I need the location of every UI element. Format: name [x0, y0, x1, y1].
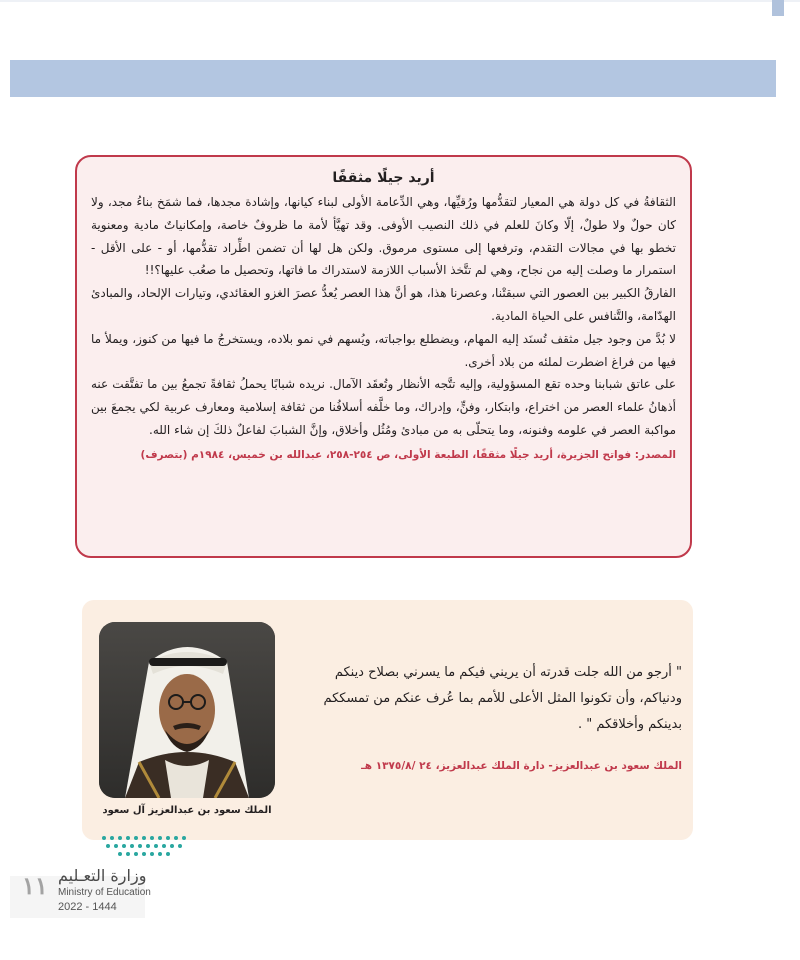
- article-paragraph-2: الفارقُ الكبير بين العصور التي سبقتْنا، وعصرنا هذا، هو أنَّ هذا العصر يُعدُّ عصرَ الغزو العقائدي، وتيارات الإلحاد، والمبادئ الهدّامة، والتَّنافس على الحياة المادية.: [91, 286, 676, 323]
- quote-source: الملك سعود بن عبدالعزيز- دارة الملك عبدالعزيز، ٢٤ /١٣٧٥/٨ هـ: [361, 760, 682, 772]
- edition-year: 2022 - 1444: [58, 901, 117, 913]
- portrait-caption: الملك سعود بن عبدالعزيز آل سعود: [102, 805, 272, 816]
- article-paragraph-4: على عاتق شبابنا وحده تقع المسؤولية، وإليه تتَّجه الأنظار وتُعقَد الآمال. نريده شبابًا يحملُ ثقافةً تجمعُ بين ما تفتَّقت عنه أذهانُ علماء العصر من اختراع، وابتكار، وفنٍّ، وإدراك، وما خلَّفه أسلافُنا من ثقافة إسلامية ومعارف عربية لكي يجمعَ بين مواكبة العصر في علومه وفنونه، وما يتحلّى به من مبادئ ومُثُل وأخلاق، وإنَّ الشبابَ لفاعلٌ ذلكَ إن شاء الله.: [91, 377, 676, 437]
- portrait-illustration: [99, 622, 275, 798]
- ministry-name-en: Ministry of Education: [58, 887, 151, 898]
- quote-card: [82, 600, 693, 840]
- ministry-name-ar: وزارة التعـليم: [58, 866, 147, 885]
- quote-text: " أرجو من الله جلت قدرته أن يريني فيكم ما يسرني بصلاح دينكم ودنياكم، وأن تكونوا المثل الأعلى للأمم بما عُرف عنكم من تمسككم بدينكم وأخلاقكم " .: [323, 665, 682, 732]
- page-edge-tab: [772, 0, 784, 16]
- ministry-logo-icon: [98, 832, 190, 862]
- header-band: [10, 60, 776, 97]
- article-paragraph-1: الثقافةُ في كل دولة هي المعيار لتقدُّمها ورُقيِّها، وهي الدِّعامة الأولى لبناء كيانها، وإشادة مجدها، فما شمَخ بناءُ مجد، ولا كان حولٌ ولا طولٌ، إلّا وكانَ للعلم في ذلك النصيب الأوفى. وقد تهيَّأ لأمة ما ظروفٌ خاصة، وإمكانياتٌ مادية ومعنوية تخطو بها في مجالات التقدم، وترفعها إلى مستوى مرموق. ولكن هل لها أن تضمن اطِّراد تقدُّمها، أو - على الأقل - استمرار ما وصلت إليه من نجاح، وهي لم تتَّخذ الأسباب اللازمة لاستدراك ما فاتها، وتحصيل ما صعُب عليها؟!!: [91, 195, 676, 278]
- article-box: [75, 155, 692, 558]
- king-portrait: [99, 622, 275, 798]
- top-edge-line: [0, 0, 800, 2]
- article-source: المصدر: فواتح الجزيرة، أريد جيلًا مثقفًا، الطبعة الأولى، ص ٢٥٤-٢٥٨، عبدالله بن خميس، ١٩٨٤م (بتصرف): [140, 448, 676, 461]
- article-paragraph-3: لا بُدَّ من وجود جيل مثقف تُسنَد إليه المهام، ويضطلع بواجباته، ويُسهم في نمو بلاده، ويستخرجُ ما فيها من كنوز، ويملأ ما فيها من فراغ اضطرت لملئه من بلاد أخرى.: [91, 331, 676, 369]
- article-title: أريد جيلًا مثقفًا: [332, 170, 435, 186]
- page-number: ١١: [22, 873, 48, 900]
